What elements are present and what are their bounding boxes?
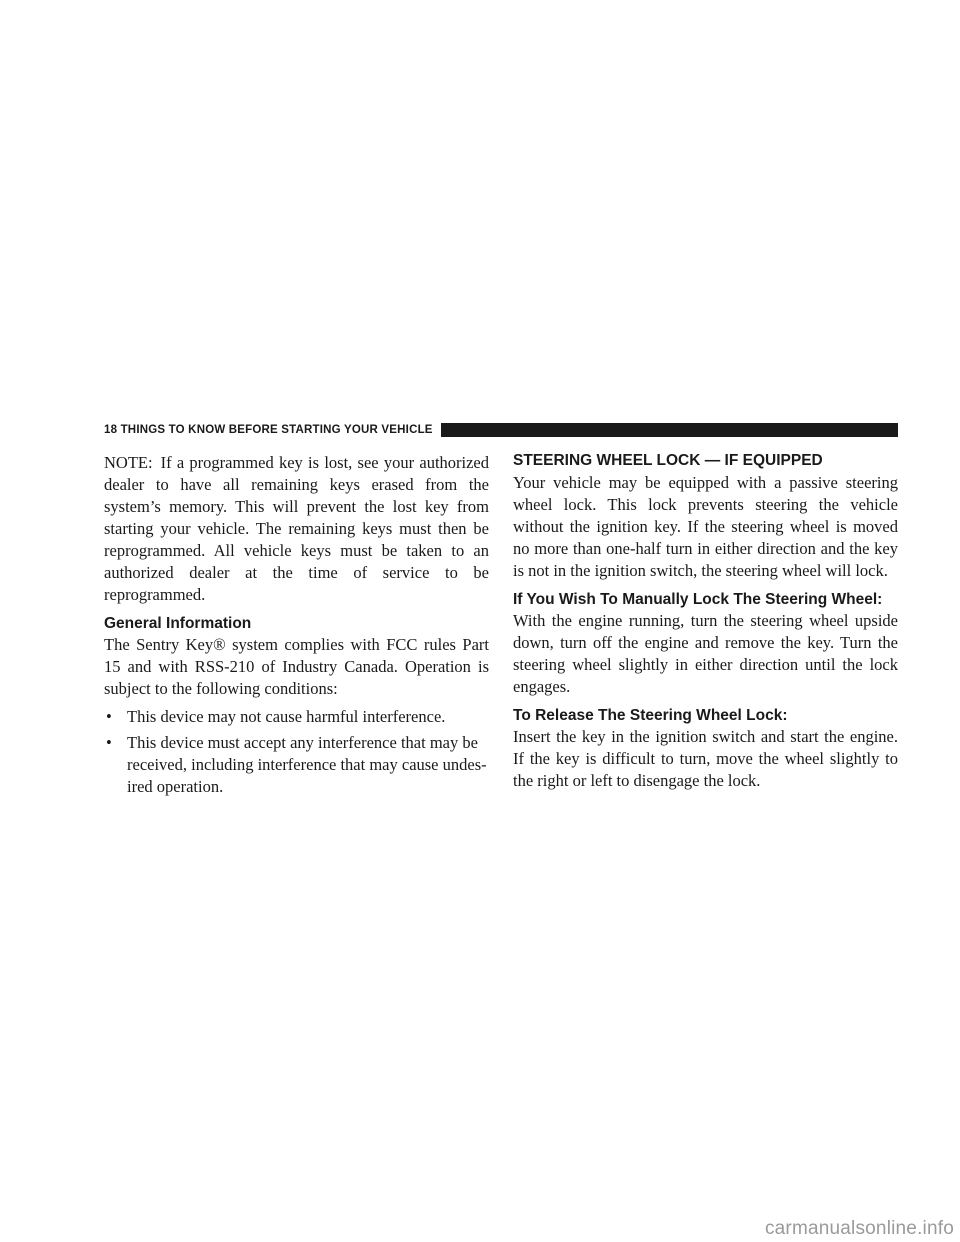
right-column [513,452,898,792]
release-lock-text: Insert the key in the ignition switch and start the engine. If the key is difficult to turn, move the wheel slightly to the right or left to disengage the lock. [513,727,898,790]
list-item [104,732,489,798]
list-item-text: This device may not cause harmful interference. [127,707,446,726]
release-lock-heading: To Release The Steering Wheel Lock: [513,707,788,724]
page-header [104,421,898,439]
steering-lock-text: Your vehicle may be equipped with a passive steering wheel lock. This lock prevents steering the vehicle without the ignition key. If the steering wheel is moved no more than one-half turn in either direction and the key is not in the ignition switch, the steering wheel will lock. [513,473,898,580]
header-rule-bar [441,423,898,437]
note-label: NOTE: [104,453,153,472]
manual-lock-text: With the engine running, turn the steering wheel upside down, turn off the engine and remove the key. Turn the steering wheel slightly in either direction until the lock engages. [513,611,898,696]
note-text: If a programmed key is lost, see your authorized dealer to have all remaining keys erased from the system’s memory. This will prevent the lost key from starting your vehicle. The remaining keys must then be reprogrammed. All vehicle keys must be taken to an authorized dealer at the time of service to be reprogrammed. [104,453,489,604]
general-information-heading: General Information [104,615,252,632]
left-column [104,452,489,798]
list-item-text: This device must accept any interference that may be received, including interference that may cause undesired operation. [127,733,487,796]
watermark-link[interactable]: carmanualsonline.info [764,1218,954,1239]
list-item [104,706,489,728]
steering-lock-heading: STEERING WHEEL LOCK — IF EQUIPPED [513,452,823,469]
note-paragraph [104,452,489,606]
bullet-icon: • [106,733,112,752]
page-header-text: 18 THINGS TO KNOW BEFORE STARTING YOUR VEHICLE [104,424,433,436]
manual-lock-heading: If You Wish To Manually Lock The Steering Wheel: [513,591,883,608]
conditions-list [104,706,489,798]
bullet-icon: • [106,707,112,726]
general-information-text: The Sentry Key® system complies with FCC rules Part 15 and with RSS-210 of Industry Canada. Operation is subject to the following conditions: [104,635,489,698]
